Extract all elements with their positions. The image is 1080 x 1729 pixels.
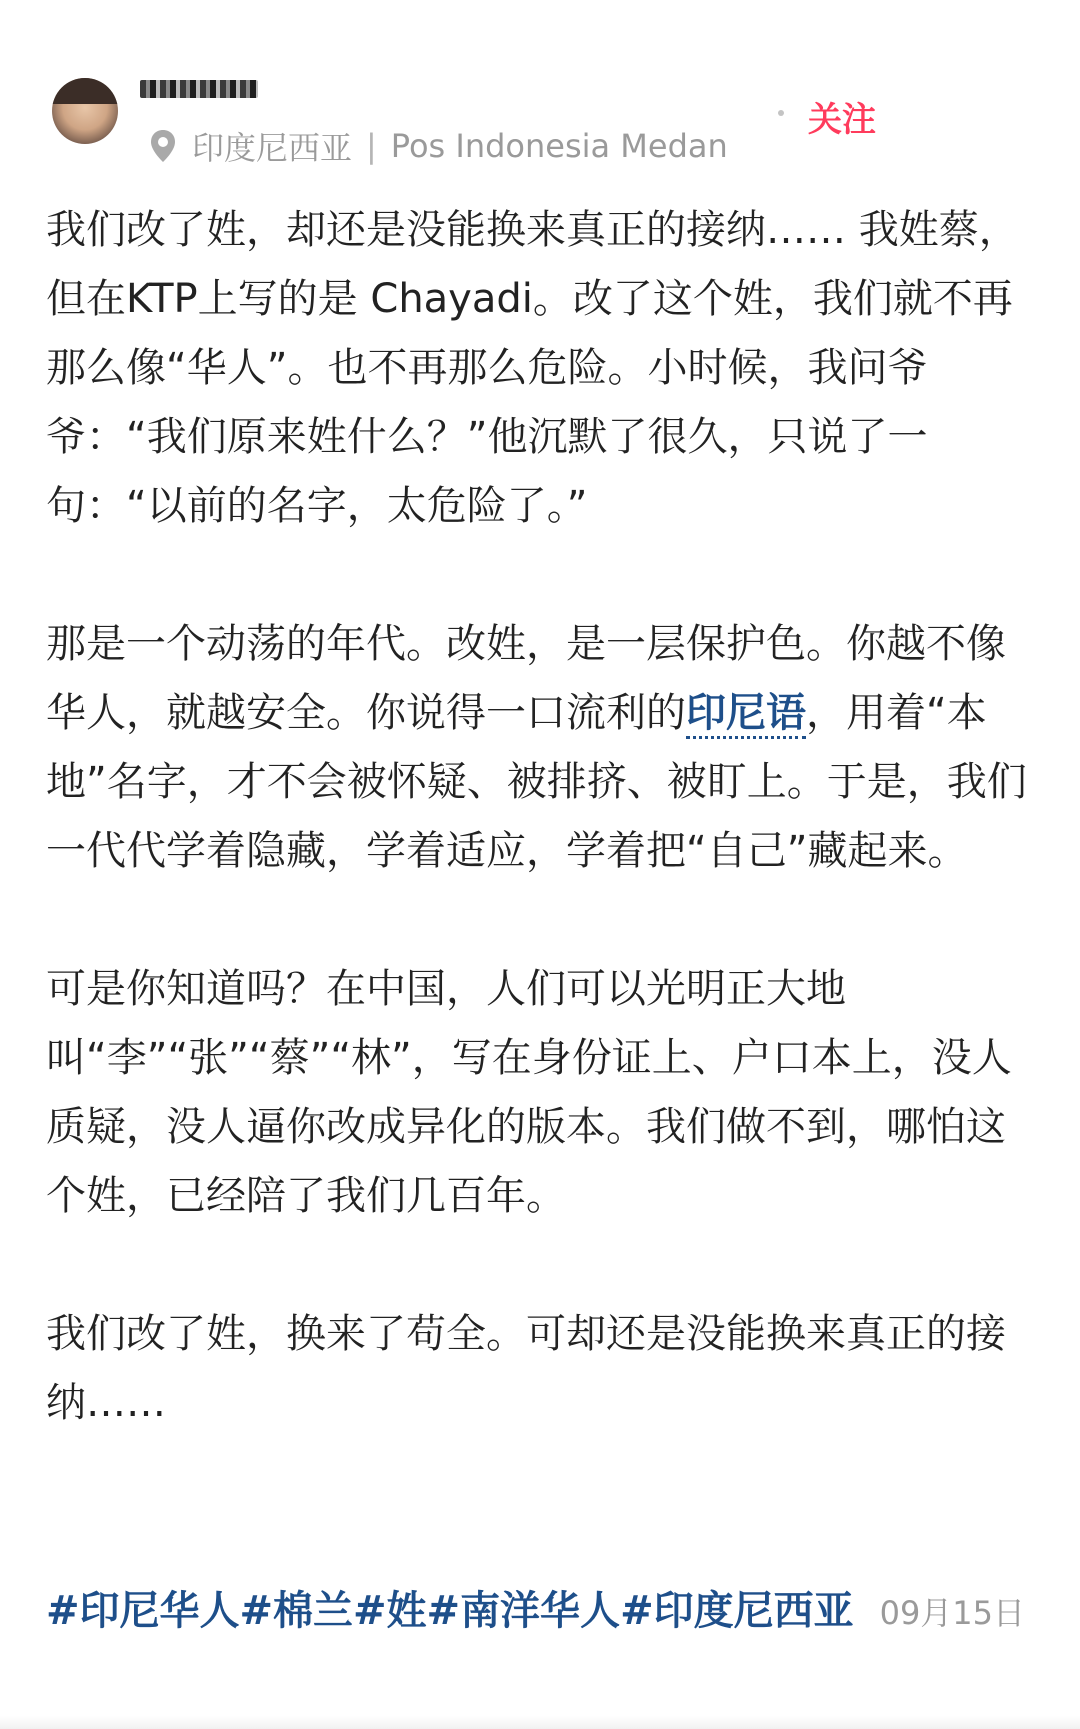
map-pin-icon [150,129,176,163]
post-footer [46,1578,1036,1646]
avatar-hair [52,78,118,104]
keyword-link-indonesian[interactable]: 印尼语 [686,690,806,739]
paragraph-2-after: ，用着“本地”名字，才不会被怀疑、被排挤、被盯上。于是，我们一代代学着隐藏，学着适应，学着把“自己”藏起来。 [46,690,1027,874]
paragraph-1: 我们改了姓，却还是没能换来真正的接纳…… 我姓蔡，但在KTP上写的是 Chayadi。改了这个姓，我们就不再那么像“华人”。也不再那么危险。小时候，我问爷爷：“我们原来姓什么？”他沉默了很久，只说了一句：“以前的名字，太危险了。” [46,207,1019,529]
bottom-divider [0,1716,1080,1729]
paragraph-3: 可是你知道吗？在中国，人们可以光明正大地叫“李”“张”“蔡”“林”，写在身份证上、户口本上，没人质疑，没人逼你改成异化的版本。我们做不到，哪怕这个姓，已经陪了我们几百年。 [46,966,1012,1219]
location-separator: | [366,127,377,165]
post-date: 09月15日 [879,1594,1026,1632]
location-region: 印度尼西亚 [192,129,353,167]
paragraph-2 [46,610,1036,886]
avatar[interactable] [52,78,118,144]
paragraph-2-before: 那是一个动荡的年代。改姓，是一层保护色。你越不像华人，就越安全。你说得一口流利的 [46,621,1006,736]
hashtag[interactable]: #南洋华人 [426,1588,621,1634]
post-body [46,196,1036,1438]
post-header [0,0,1080,175]
hashtag[interactable]: #棉兰 [239,1588,354,1634]
separator-dot [778,110,784,116]
follow-button[interactable]: 关注 [808,100,876,140]
hashtag[interactable]: #印度尼西亚 [620,1588,854,1634]
paragraph-4: 我们改了姓，换来了苟全。可却还是没能换来真正的接纳…… [46,1311,1006,1426]
location-place: Pos Indonesia Medan [390,127,728,165]
username-blurred[interactable] [140,80,258,98]
location-row[interactable] [150,126,728,166]
hashtag[interactable]: #印尼华人 [46,1588,240,1634]
hashtag[interactable]: #姓 [353,1588,427,1634]
